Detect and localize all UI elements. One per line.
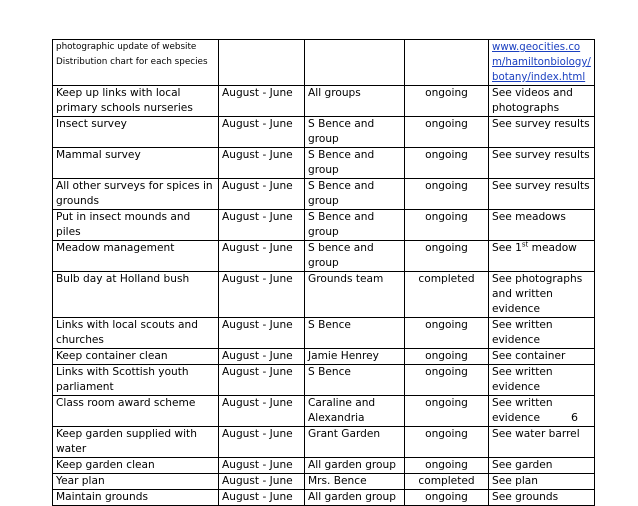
- status-cell: ongoing: [405, 365, 489, 396]
- dates-cell: August - June: [219, 474, 305, 490]
- who-cell: S Bence and group: [305, 148, 405, 179]
- status-cell: ongoing: [405, 210, 489, 241]
- dates-cell: August - June: [219, 318, 305, 349]
- status-cell: ongoing: [405, 86, 489, 117]
- dates-cell: August - June: [219, 272, 305, 318]
- table-row: [53, 40, 595, 86]
- dates-cell: August - June: [219, 210, 305, 241]
- activity-cell: Bulb day at Holland bush: [53, 272, 219, 318]
- activity-cell: Year plan: [53, 474, 219, 490]
- who-cell: S Bence and group: [305, 117, 405, 148]
- dates-cell: August - June: [219, 179, 305, 210]
- who-cell: All groups: [305, 86, 405, 117]
- table-row: [53, 349, 595, 365]
- dates-cell: August - June: [219, 490, 305, 506]
- status-cell: [405, 40, 489, 86]
- table-row: [53, 318, 595, 349]
- activity-cell: Links with Scottish youth parliament: [53, 365, 219, 396]
- activity-cell: Mammal survey: [53, 148, 219, 179]
- evidence-text: See 1: [492, 242, 522, 254]
- activity-line: photographic update of website: [56, 42, 197, 52]
- evidence-cell: See survey results: [489, 117, 595, 148]
- evidence-cell: See written evidence: [489, 318, 595, 349]
- evidence-cell: See videos and photographs: [489, 86, 595, 117]
- who-cell: Mrs. Bence: [305, 474, 405, 490]
- status-cell: ongoing: [405, 117, 489, 148]
- table-row: [53, 396, 595, 427]
- who-cell: S Bence: [305, 318, 405, 349]
- dates-cell: August - June: [219, 349, 305, 365]
- who-cell: All garden group: [305, 458, 405, 474]
- dates-cell: August - June: [219, 427, 305, 458]
- activity-cell: Insect survey: [53, 117, 219, 148]
- status-cell: ongoing: [405, 179, 489, 210]
- activity-cell: Put in insect mounds and piles: [53, 210, 219, 241]
- table-row: [53, 86, 595, 117]
- activity-cell: Keep up links with local primary schools nurseries: [53, 86, 219, 117]
- who-cell: S Bence: [305, 365, 405, 396]
- evidence-cell: See plan: [489, 474, 595, 490]
- evidence-cell: See garden: [489, 458, 595, 474]
- table-row: [53, 179, 595, 210]
- who-cell: Grounds team: [305, 272, 405, 318]
- dates-cell: August - June: [219, 148, 305, 179]
- activity-cell: Class room award scheme: [53, 396, 219, 427]
- status-cell: completed: [405, 474, 489, 490]
- table-row: [53, 148, 595, 179]
- status-cell: ongoing: [405, 458, 489, 474]
- dates-cell: August - June: [219, 396, 305, 427]
- dates-cell: August - June: [219, 458, 305, 474]
- evidence-cell: See container: [489, 349, 595, 365]
- ordinal-suffix: st: [521, 240, 529, 249]
- evidence-cell: See written evidence: [489, 396, 595, 427]
- status-cell: ongoing: [405, 490, 489, 506]
- activity-cell: Keep garden supplied with water: [53, 427, 219, 458]
- evidence-cell: See survey results: [489, 179, 595, 210]
- who-cell: S Bence and group: [305, 179, 405, 210]
- status-cell: ongoing: [405, 427, 489, 458]
- dates-cell: August - June: [219, 117, 305, 148]
- activity-cell: Maintain grounds: [53, 490, 219, 506]
- status-cell: ongoing: [405, 241, 489, 272]
- who-cell: [305, 40, 405, 86]
- dates-cell: [219, 40, 305, 86]
- who-cell: S Bence and group: [305, 210, 405, 241]
- evidence-cell: See water barrel: [489, 427, 595, 458]
- status-cell: ongoing: [405, 148, 489, 179]
- table-row: [53, 241, 595, 272]
- activity-line: Distribution chart for each species: [56, 57, 208, 67]
- evidence-cell: See survey results: [489, 148, 595, 179]
- evidence-cell: See grounds: [489, 490, 595, 506]
- status-cell: ongoing: [405, 396, 489, 427]
- who-cell: Grant Garden: [305, 427, 405, 458]
- activity-cell: Keep garden clean: [53, 458, 219, 474]
- who-cell: Jamie Henrey: [305, 349, 405, 365]
- activity-cell: Meadow management: [53, 241, 219, 272]
- table-row: [53, 365, 595, 396]
- who-cell: All garden group: [305, 490, 405, 506]
- evidence-cell: [489, 241, 595, 272]
- table-row: [53, 272, 595, 318]
- table-row: [53, 458, 595, 474]
- who-cell: Caraline and Alexandria: [305, 396, 405, 427]
- website-link[interactable]: www.geocities.com/hamiltonbiology/botany/index.html: [489, 40, 595, 86]
- activity-cell: Links with local scouts and churches: [53, 318, 219, 349]
- evidence-text: meadow: [528, 242, 577, 254]
- evidence-cell: See meadows: [489, 210, 595, 241]
- dates-cell: August - June: [219, 241, 305, 272]
- table-row: [53, 474, 595, 490]
- action-plan-table: [52, 39, 595, 506]
- who-cell: S bence and group: [305, 241, 405, 272]
- page-number: 6: [571, 411, 578, 424]
- table-row: [53, 117, 595, 148]
- evidence-cell: See written evidence: [489, 365, 595, 396]
- activity-cell: All other surveys for spices in grounds: [53, 179, 219, 210]
- activity-cell: Keep container clean: [53, 349, 219, 365]
- status-cell: ongoing: [405, 318, 489, 349]
- dates-cell: August - June: [219, 86, 305, 117]
- table-row: [53, 210, 595, 241]
- status-cell: ongoing: [405, 349, 489, 365]
- evidence-cell: See photographs and written evidence: [489, 272, 595, 318]
- status-cell: completed: [405, 272, 489, 318]
- table-row: [53, 427, 595, 458]
- activity-cell: [53, 40, 219, 86]
- table-row: [53, 490, 595, 506]
- dates-cell: August - June: [219, 365, 305, 396]
